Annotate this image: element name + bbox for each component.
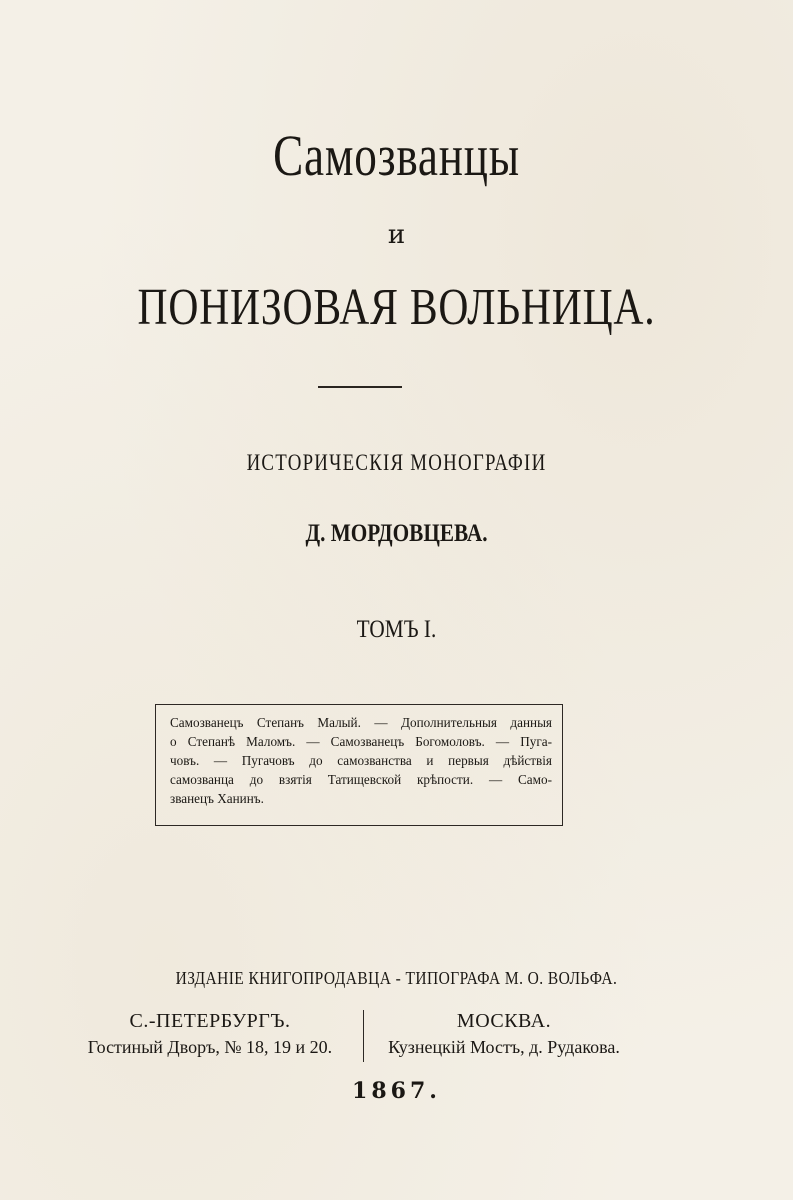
city-name: С.-ПЕТЕРБУРГЪ.: [129, 1010, 291, 1032]
imprint-moscow: [368, 1010, 640, 1058]
city-name: МОСКВА.: [456, 1010, 552, 1032]
author-name: Д. МОРДОВЦЕВА.: [305, 520, 488, 547]
title-line-1: Самозванцы: [273, 123, 520, 188]
contents-line: Самозванецъ Степанъ Малый. — Дополнительныя данныя: [170, 715, 552, 730]
contents-line: човъ. — Пугачовъ до самозванства и первыя дѣйствія: [170, 753, 552, 768]
imprint-divider: [363, 1010, 364, 1062]
subtitle: ИСТОРИЧЕСКІЯ МОНОГРАФІИ: [246, 450, 547, 475]
publication-year: 1867.: [352, 1078, 441, 1104]
title-line-2: ПОНИЗОВАЯ ВОЛЬНИЦА.: [137, 279, 656, 336]
volume-number: ТОМЪ I.: [356, 616, 437, 643]
contents-line: званецъ Ханинъ.: [170, 791, 264, 806]
contents-line: самозванца до взятія Татищевской крѣпости. — Само-: [170, 772, 552, 787]
contents-box: [155, 704, 563, 826]
publisher-line: ИЗДАНІЕ КНИГОПРОДАВЦА - ТИПОГРАФА М. О. ВОЛЬФА.: [175, 968, 618, 988]
city-address: Гостиный Дворъ, № 18, 19 и 20.: [87, 1037, 333, 1057]
imprint-st-petersburg: [60, 1010, 360, 1058]
contents-line: о Степанѣ Маломъ. — Самозванецъ Богомоловъ. — Пуга-: [170, 734, 552, 749]
title-divider-rule: [318, 386, 402, 388]
title-conjunction: и: [387, 220, 406, 250]
city-address: Кузнецкій Мостъ, д. Рудакова.: [388, 1037, 620, 1057]
